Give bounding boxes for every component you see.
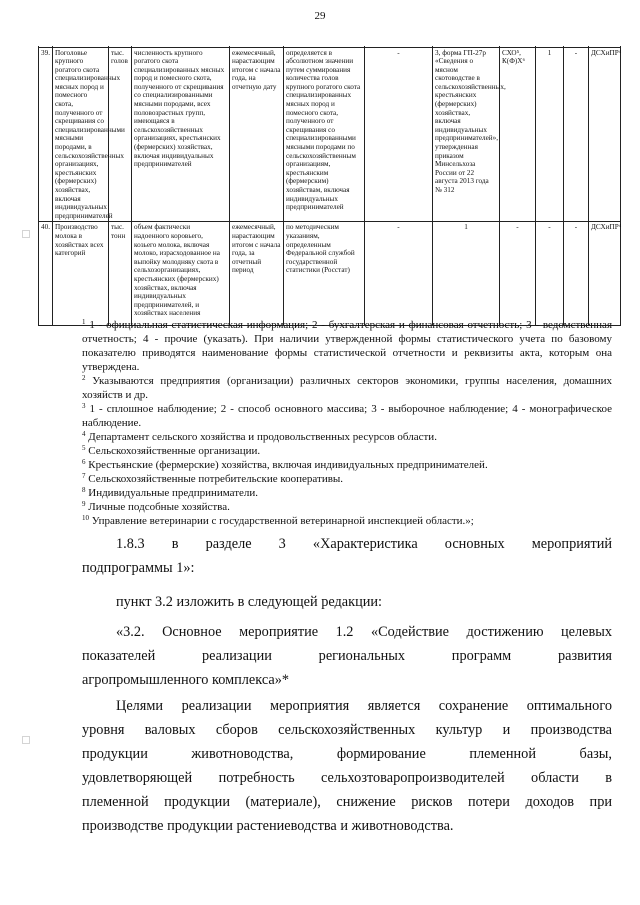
table-row <box>39 222 621 326</box>
scan-margin-mark <box>22 230 30 238</box>
footnote-mark: 1 <box>82 318 86 326</box>
body-instruction <box>82 590 612 614</box>
scan-margin-mark <box>22 736 30 744</box>
observation-unit: - <box>564 222 589 326</box>
indicators-table <box>38 46 621 326</box>
body-section-ref <box>82 532 612 580</box>
body-heading <box>82 620 612 692</box>
population-object: - <box>500 222 536 326</box>
periodicity: ежемесячный, нарастающим итогом с начала года, на отчетную дату <box>230 47 284 222</box>
footnote <box>82 514 612 528</box>
footnote <box>82 318 612 374</box>
observation-unit: - <box>564 47 589 222</box>
paragraph-line: производстве продукции растениеводства и животноводства. <box>82 818 454 834</box>
paragraph-line: Целями реализации мероприятия является сохранение оптимального <box>116 698 612 714</box>
data-source: 3, форма ГП-27р «Сведения о мясном скотоводстве в сельскохозяйственных, крестьянских (фермерских) хозяйствах, включая индивидуальных предпринимателей», утвержденная приказом Минсельхоза России от 22 августа 2013 года № 312 <box>433 47 500 222</box>
footnote <box>82 444 612 458</box>
population-object: СХО⁵, К(Ф)Х⁶ <box>500 47 536 222</box>
footnote <box>82 430 612 444</box>
footnote-text: 1 - официальная статистическая информация; 2 - бухгалтерская и финансовая отчетность; 3 - ведомственная отчетность; 4 - прочие (указать). При наличии утвержденной формы статистического учета по базовому показателю приводятся наименование формы статистической отчетности и реквизиты акта, которым она утверждена. <box>82 319 613 373</box>
footnotes <box>82 318 612 528</box>
heading-line: показателей реализации региональных программ развития <box>82 648 612 664</box>
base-indicators: - <box>365 47 433 222</box>
section-ref-line: подпрограммы 1»: <box>82 560 195 576</box>
footnote-text: Департамент сельского хозяйства и продовольственных ресурсов области. <box>88 431 437 443</box>
responsible: ДСХиПР⁴ <box>589 222 621 326</box>
heading-line: «3.2. Основное мероприятие 1.2 «Содействие достижению целевых <box>116 624 612 640</box>
row-number: 39. <box>39 47 53 222</box>
footnote <box>82 500 612 514</box>
section-ref-line: 1.8.3 в разделе 3 «Характеристика основных мероприятий <box>116 536 612 552</box>
footnote-text: Управление ветеринарии с государственной ветеринарной инспекцией области.»; <box>91 515 474 527</box>
footnote-mark: 2 <box>82 374 86 382</box>
definition: численность крупного рогатого скота специализированных мясных пород и помесного скота, полученного от скрещивания со специализированными мясными породами, всех половозрастных групп, имеющаяся в сельскохозяйственных организациях, крестьянских (фермерских) хозяйствах, включая индивидуальных предпринимателей <box>132 47 230 222</box>
paragraph-line: удовлетворяющей потребность сельхозтоваропроизводителей области в <box>82 770 612 786</box>
footnote-mark: 4 <box>82 430 86 438</box>
unit: тыс. тонн <box>109 222 132 326</box>
footnote-text: Сельскохозяйственные потребительские кооперативы. <box>88 473 344 485</box>
footnote-text: 1 - сплошное наблюдение; 2 - способ основного массива; 3 - выборочное наблюдение; 4 - монографическое наблюдение. <box>82 403 613 429</box>
footnote-text: Личные подсобные хозяйства. <box>88 501 230 513</box>
observation-method: - <box>536 222 564 326</box>
unit: тыс. голов <box>109 47 132 222</box>
indicator-name: Поголовье крупного рогатого скота специализированных мясных пород и помесного скота, полученного от скрещивания со специализированными мясными породами, в сельскохозяйственных организациях, крестьянских (фермерских) хозяйствах, включая индивидуальных предпринимателей <box>53 47 109 222</box>
footnote-mark: 9 <box>82 500 86 508</box>
definition: объем фактически надоенного коровьего, козьего молока, включая молоко, израсходованное на выпойку молодняку скота в сельхозорганизациях, крестьянских (фермерских) хозяйствах, включая индивидуальных предпринимателей, и хозяйствах населения <box>132 222 230 326</box>
table-row <box>39 47 621 222</box>
paragraph-line: уровня валовых сборов сельскохозяйственных культур и производства <box>82 722 612 738</box>
row-number: 40. <box>39 222 53 326</box>
footnote-text: Крестьянские (фермерские) хозяйства, включая индивидуальных предпринимателей. <box>88 459 488 471</box>
footnote <box>82 458 612 472</box>
footnote-text: Индивидуальные предприниматели. <box>88 487 259 499</box>
body-paragraph <box>82 694 612 838</box>
responsible: ДСХиПР⁴ <box>589 47 621 222</box>
footnote <box>82 486 612 500</box>
observation-method: 1 <box>536 47 564 222</box>
instruction-line: пункт 3.2 изложить в следующей редакции: <box>116 594 383 610</box>
paragraph-line: продукции животноводства, формирование племенной базы, <box>82 746 612 762</box>
footnote-mark: 7 <box>82 472 86 480</box>
footnote-mark: 8 <box>82 486 86 494</box>
indicator-name: Производство молока в хозяйствах всех категорий <box>53 222 109 326</box>
footnote-mark: 10 <box>82 514 89 522</box>
footnote <box>82 374 612 402</box>
data-source: 1 <box>433 222 500 326</box>
footnote-mark: 5 <box>82 444 86 452</box>
footnote-mark: 3 <box>82 402 86 410</box>
footnote-text: Сельскохозяйственные организации. <box>88 445 261 457</box>
base-indicators: - <box>365 222 433 326</box>
paragraph-line: племенной продукции (материале), снижение рисков потери доходов при <box>82 794 612 810</box>
footnote-text: Указываются предприятия (организации) различных секторов экономики, группы населения, домашних хозяйств и др. <box>82 375 613 401</box>
periodicity: ежемесячный, нарастающим итогом с начала года, за отчетный период <box>230 222 284 326</box>
footnote <box>82 402 612 430</box>
footnote <box>82 472 612 486</box>
method: определяется в абсолютном значении путем суммирования количества голов крупного рогатого скота специализированных мясных пород и помесного скота, полученного от скрещивания со специализированными мясными породами по сельскохозяйственным организациям, крестьянским (фермерским) хозяйствам, включая индивидуальных предпринимателей <box>284 47 365 222</box>
page-number: 29 <box>314 10 326 22</box>
heading-line: агропромышленного комплекса»* <box>82 672 290 688</box>
footnote-mark: 6 <box>82 458 86 466</box>
method: по методическим указаниям, определенным Федеральной службой государственной статистики (Росстат) <box>284 222 365 326</box>
